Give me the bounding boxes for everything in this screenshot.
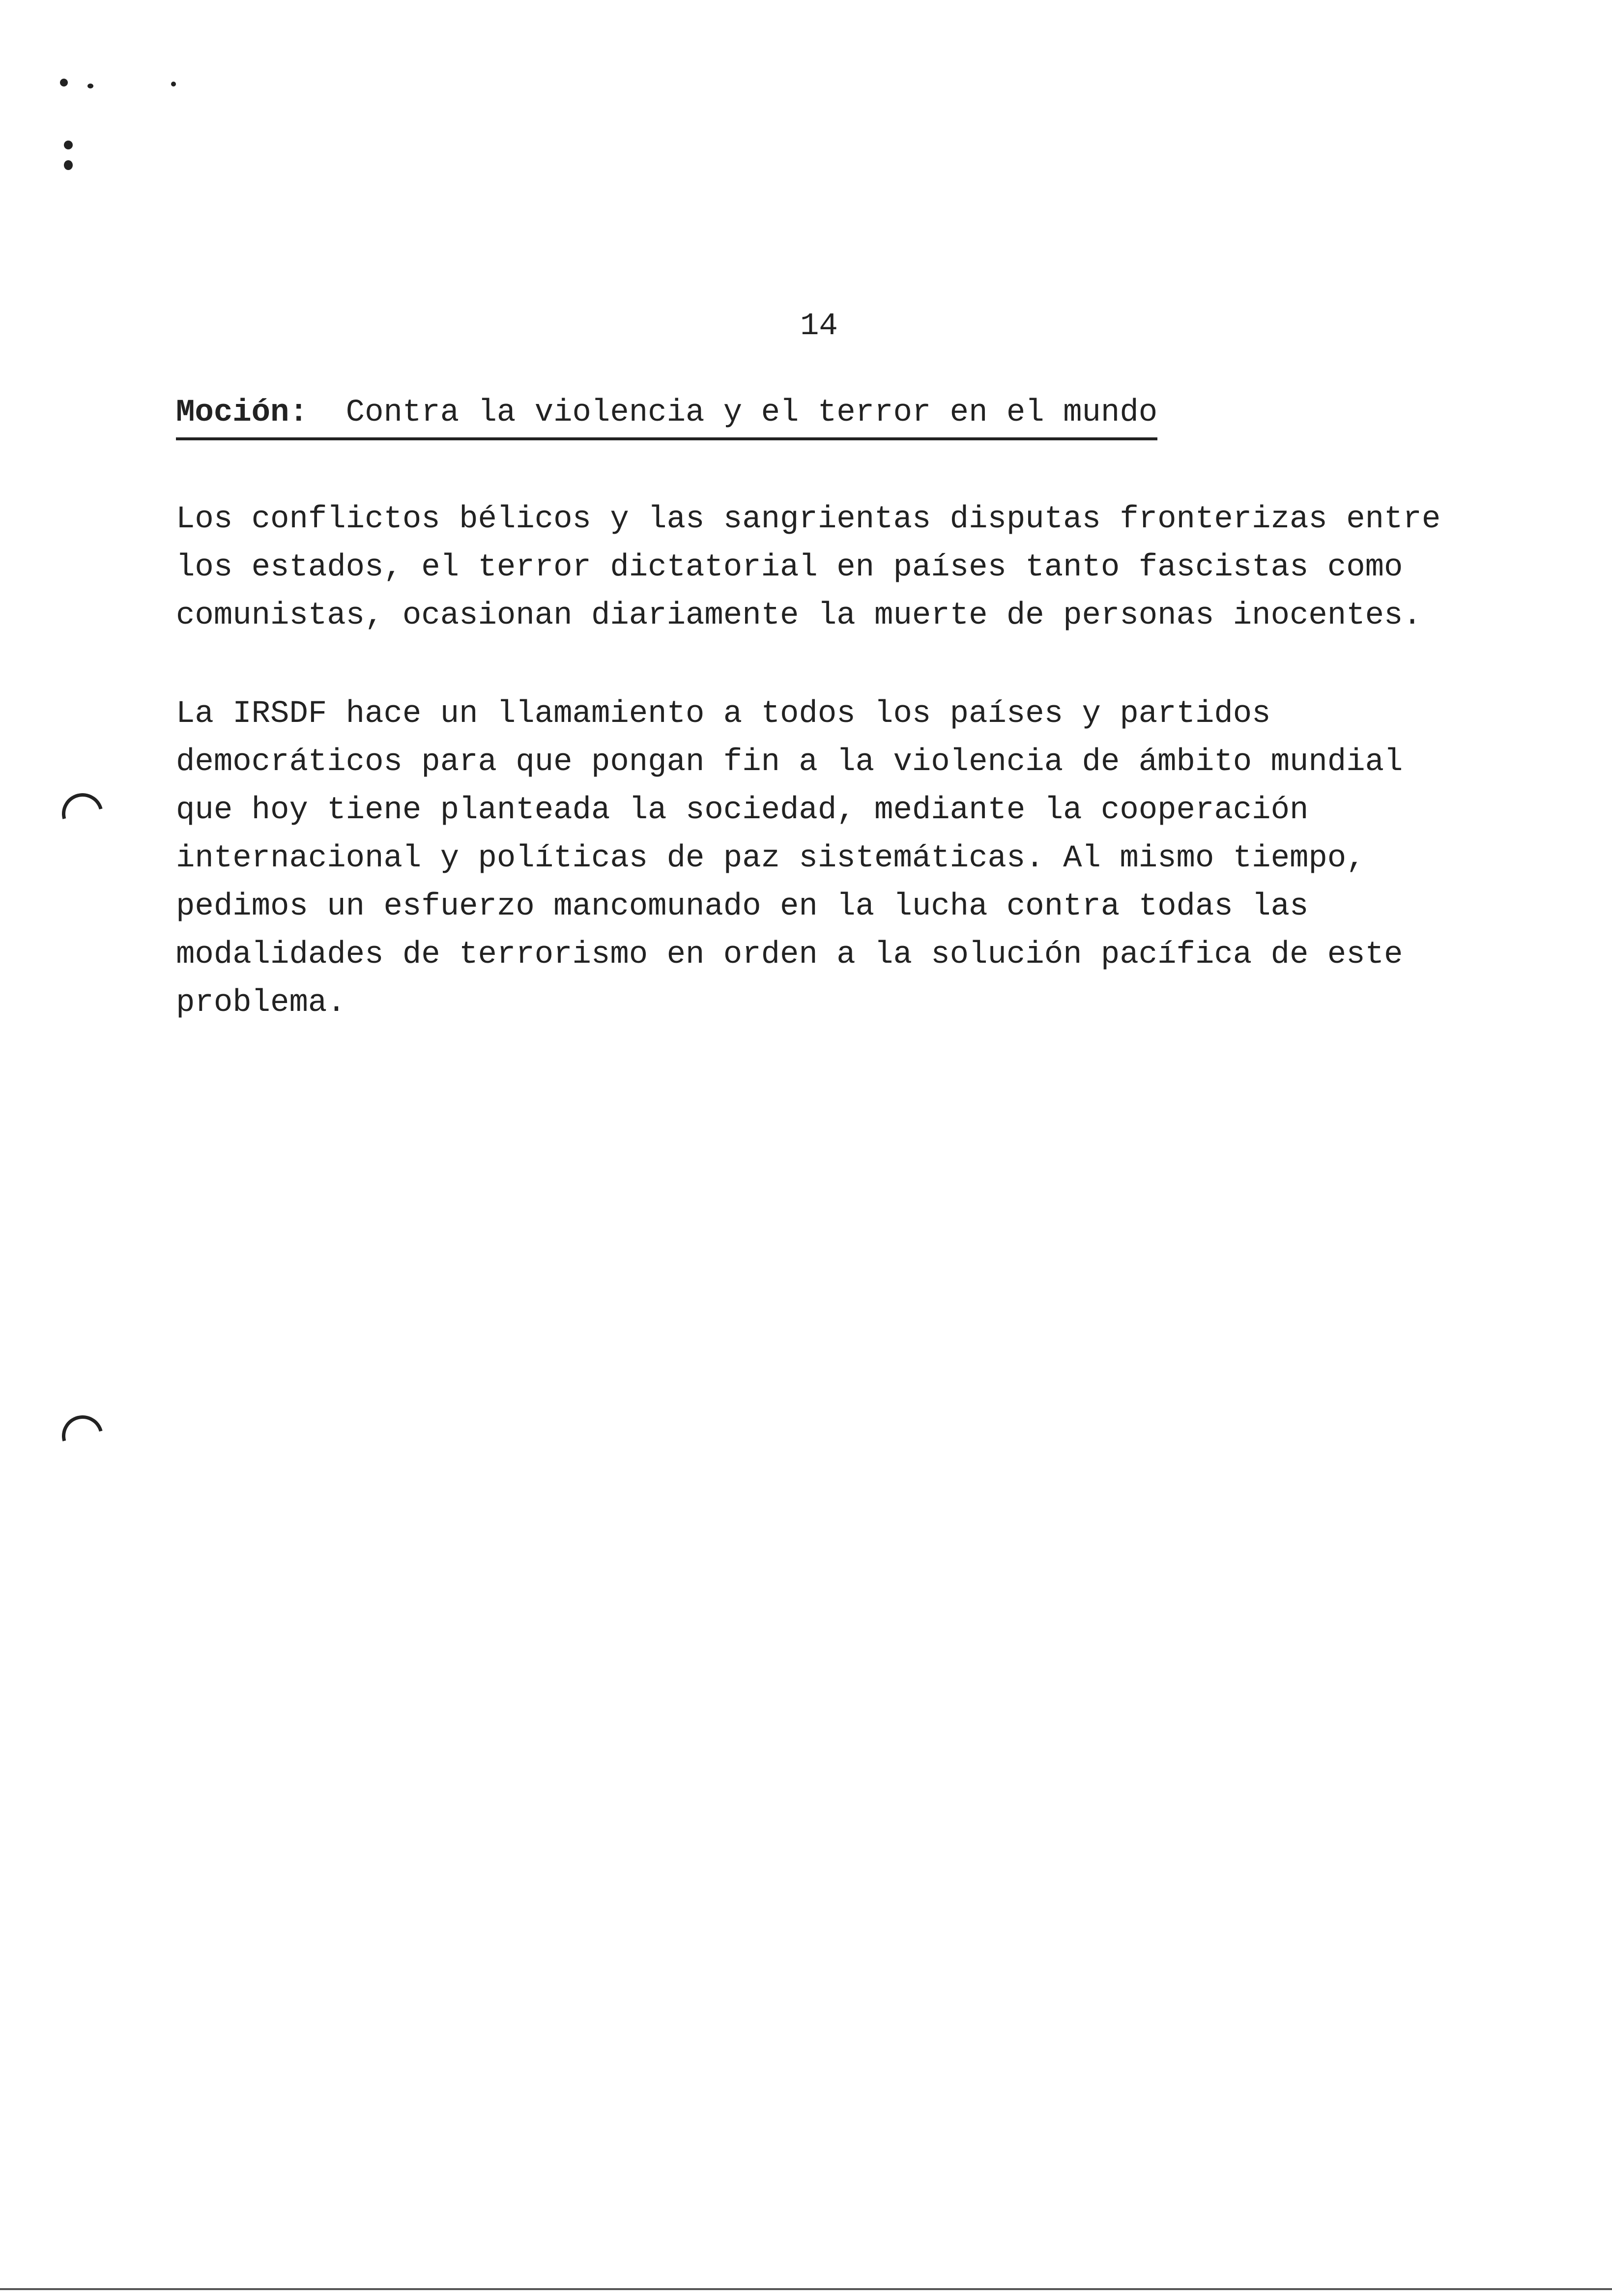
paragraph-line: La IRSDF hace un llamamiento a todos los países y partidos (176, 696, 1271, 732)
paragraph-line: pedimos un esfuerzo mancomunado en la lucha contra todas las (176, 889, 1309, 924)
scan-speck (87, 84, 93, 88)
motion-title: Contra la violencia y el terror en el mundo (345, 395, 1158, 430)
motion-heading (176, 397, 1157, 440)
paragraph-line: problema. (176, 985, 346, 1021)
paragraph-line: comunistas, ocasionan diariamente la muerte de personas inocentes. (176, 598, 1422, 633)
paragraph (176, 690, 1403, 1027)
motion-label: Moción: (176, 395, 308, 430)
page-number: 14 (800, 309, 838, 344)
paragraph-line: Los conflictos bélicos y las sangrientas disputas fronterizas entre (176, 502, 1441, 537)
scan-speck (60, 79, 68, 86)
paragraph-line: internacional y políticas de paz sistemáticas. Al mismo tiempo, (176, 841, 1365, 876)
page-bottom-edge (0, 2288, 1612, 2290)
paragraph-line: que hoy tiene planteada la sociedad, mediante la cooperación (176, 793, 1309, 828)
punch-hole (55, 786, 111, 842)
paragraph-line: modalidades de terrorismo en orden a la solución pacífica de este (176, 937, 1403, 973)
scan-speck (171, 82, 176, 86)
scan-speck (64, 160, 73, 170)
punch-hole (55, 1408, 111, 1464)
scan-speck (64, 141, 73, 149)
paragraph-line: los estados, el terror dictatorial en países tanto fascistas como (176, 550, 1403, 585)
paragraph-line: democráticos para que pongan fin a la violencia de ámbito mundial (176, 745, 1403, 780)
paragraph (176, 495, 1440, 640)
